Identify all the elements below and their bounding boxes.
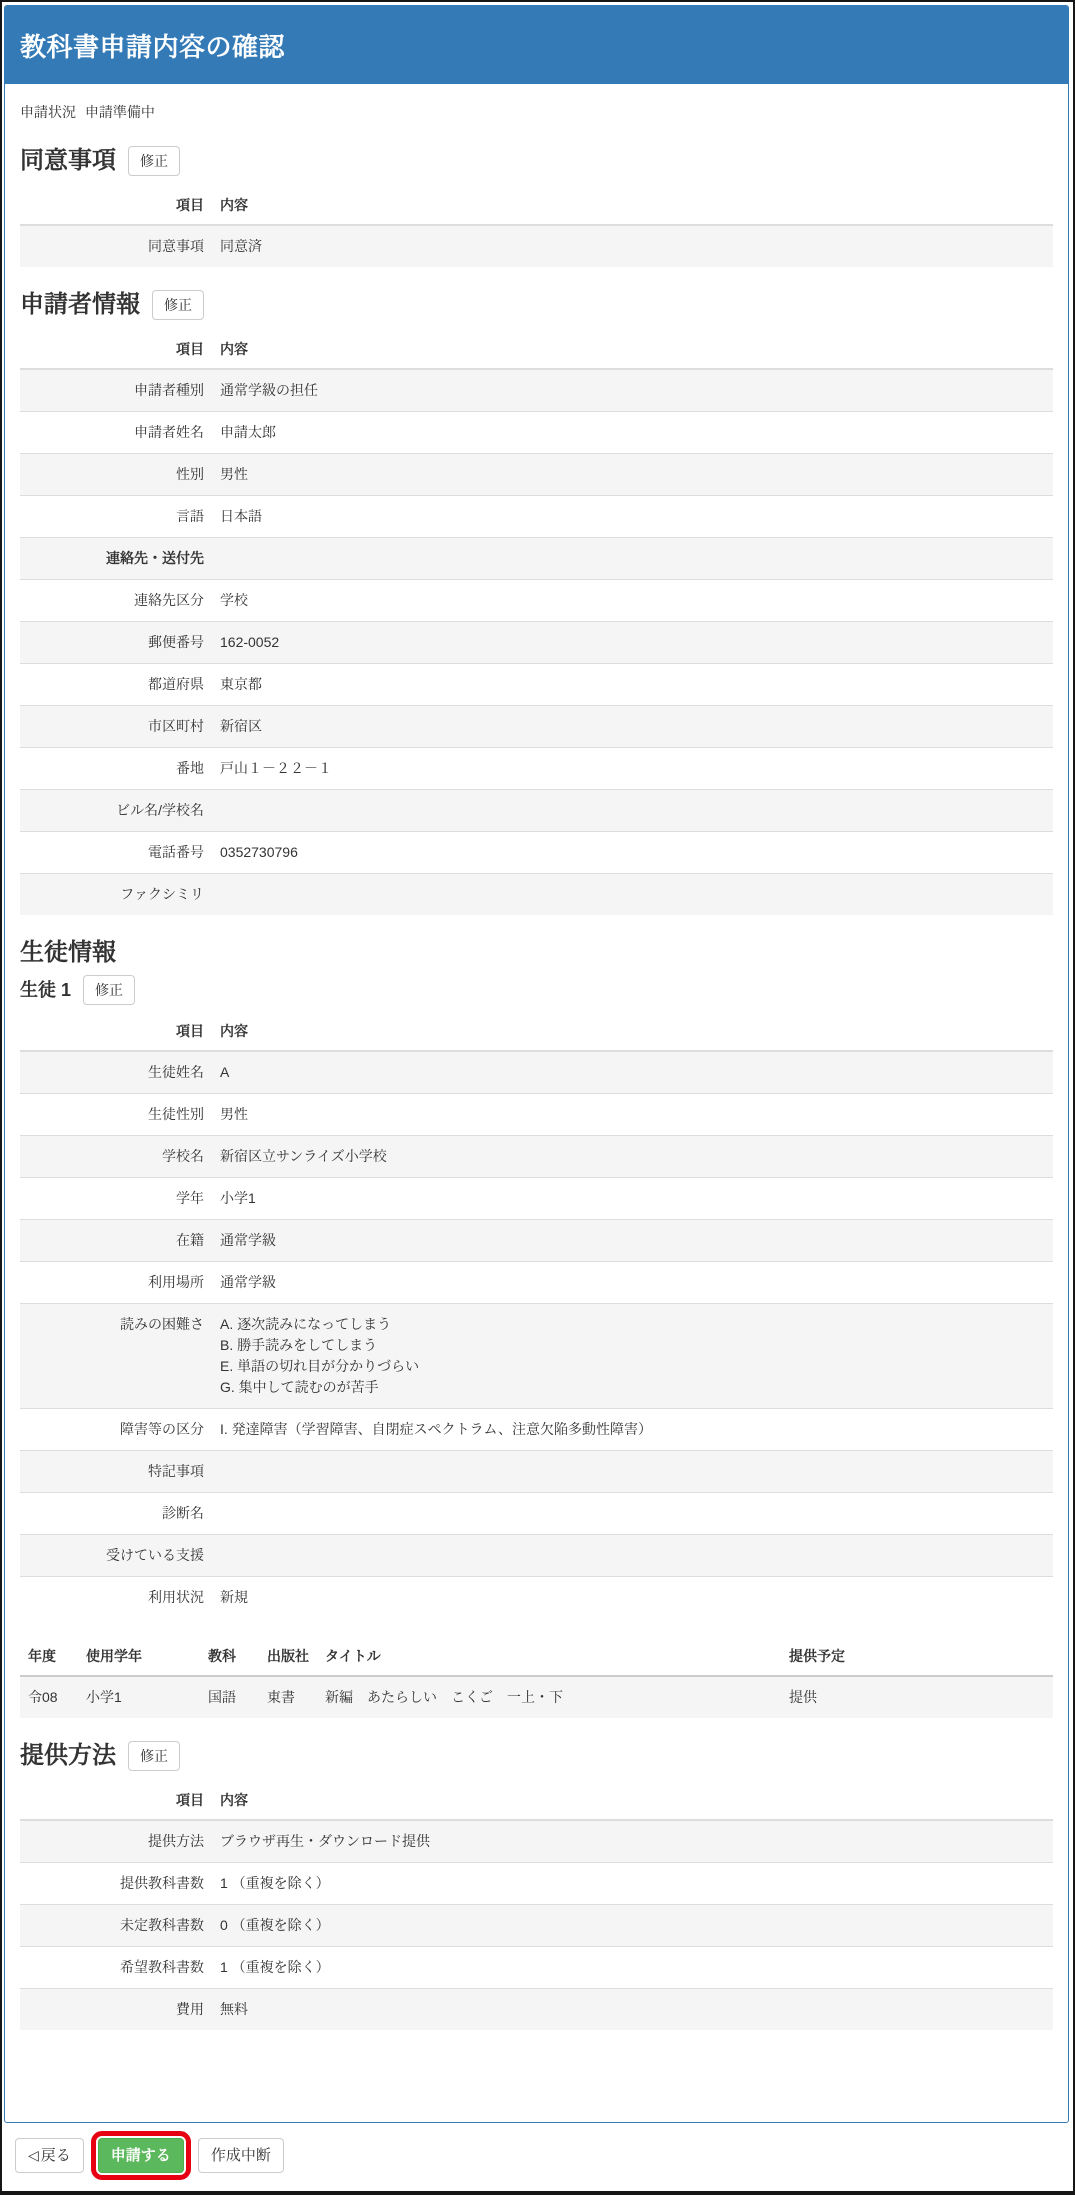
row-label: 生徒性別: [148, 1106, 204, 1122]
difficulty-line: A. 逐次読みになってしまう: [220, 1316, 392, 1332]
table-row: [20, 1863, 1053, 1905]
row-value: 通常学級: [220, 1274, 276, 1290]
row-label: 提供教科書数: [120, 1875, 204, 1891]
row-value: 戸山１－２２－１: [220, 760, 332, 776]
row-value: I. 発達障害（学習障害、自閉症スペクトラム、注意欠陥多動性障害）: [220, 1421, 652, 1437]
edit-delivery-button[interactable]: 修正: [128, 1741, 180, 1771]
row-value: 小学1: [220, 1190, 256, 1206]
row-label: 未定教科書数: [120, 1917, 204, 1933]
section-title-agreement: [20, 145, 1053, 177]
applicant-table: [20, 331, 1053, 915]
section-title-delivery: [20, 1740, 1053, 1772]
table-row: [20, 706, 1053, 748]
edit-applicant-button[interactable]: 修正: [152, 290, 204, 320]
row-label: 学年: [176, 1190, 204, 1206]
back-button[interactable]: [15, 2138, 84, 2173]
suspend-button[interactable]: 作成中断: [198, 2138, 284, 2173]
column-header-item: 項目: [20, 331, 212, 369]
table-row: [20, 1094, 1053, 1136]
row-value: 0 （重複を除く）: [220, 1917, 330, 1933]
column-header-publisher: 出版社: [259, 1638, 317, 1676]
row-label: 提供方法: [148, 1833, 204, 1849]
row-value: [212, 1304, 1053, 1409]
footer-actions: [15, 2138, 284, 2173]
table-row: [20, 790, 1053, 832]
section-title-delivery-label: 提供方法: [20, 1742, 116, 1769]
row-label: 特記事項: [148, 1463, 204, 1479]
section-title-applicant-label: 申請者情報: [20, 291, 140, 318]
column-header-item: 項目: [20, 1782, 212, 1820]
row-label: ファクシミリ: [120, 886, 204, 902]
table-row: [20, 1989, 1053, 2031]
table-row: [20, 1051, 1053, 1094]
row-value: 東京都: [220, 676, 262, 692]
panel-body: [5, 102, 1068, 2030]
table-row: [20, 832, 1053, 874]
column-header-content: 内容: [212, 1013, 1053, 1051]
difficulty-line: B. 勝手読みをしてしまう: [220, 1337, 378, 1353]
row-value: [212, 874, 1053, 916]
row-label: 連絡先・送付先: [106, 550, 204, 566]
row-value: 1 （重複を除く）: [220, 1959, 330, 1975]
row-label: 連絡先区分: [134, 592, 204, 608]
row-label: 学校名: [162, 1148, 204, 1164]
column-header-content: 内容: [212, 1782, 1053, 1820]
book-title: 新編 あたらしい こくご 一上・下: [325, 1689, 563, 1705]
row-label: 市区町村: [148, 718, 204, 734]
row-label: 在籍: [176, 1232, 204, 1248]
textbook-table: [20, 1638, 1053, 1718]
section-title-agreement-label: 同意事項: [20, 147, 116, 174]
table-row: [20, 622, 1053, 664]
table-row: [20, 1577, 1053, 1619]
row-value: 0352730796: [220, 844, 298, 860]
row-label: ビル名/学校名: [116, 802, 204, 818]
row-label: 利用場所: [148, 1274, 204, 1290]
column-header-item: 項目: [20, 1013, 212, 1051]
book-grade: 小学1: [86, 1689, 122, 1705]
column-header-subject: 教科: [200, 1638, 259, 1676]
column-header-year: 年度: [20, 1638, 78, 1676]
row-value: 1 （重複を除く）: [220, 1875, 330, 1891]
row-label: 診断名: [162, 1505, 204, 1521]
difficulty-line: E. 単語の切れ目が分かりづらい: [220, 1358, 420, 1374]
column-header-item: 項目: [20, 187, 212, 225]
row-value: 162-0052: [220, 634, 280, 650]
table-row: [20, 412, 1053, 454]
row-value: 通常学級の担任: [220, 382, 318, 398]
row-label: 申請者姓名: [134, 424, 204, 440]
table-row: [20, 454, 1053, 496]
delivery-table: [20, 1782, 1053, 2030]
table-row: [20, 1304, 1053, 1409]
back-button-label: 戻る: [40, 2147, 71, 2164]
table-row: [20, 664, 1053, 706]
confirmation-panel: [4, 5, 1069, 2123]
row-value: 同意済: [220, 238, 262, 254]
row-value: 新宿区立サンライズ小学校: [220, 1148, 387, 1164]
row-label: 言語: [176, 508, 204, 524]
row-value: 男性: [220, 466, 248, 482]
column-header-grade: 使用学年: [78, 1638, 200, 1676]
table-subheader-row: [20, 538, 1053, 580]
table-row: [20, 1136, 1053, 1178]
row-value: [212, 790, 1053, 832]
section-title-students: [20, 937, 1053, 969]
book-year: 令08: [28, 1689, 58, 1705]
row-value: 学校: [220, 592, 248, 608]
row-label: 都道府県: [148, 676, 204, 692]
student-1-subtitle: [20, 975, 1053, 1005]
row-value: [212, 538, 1053, 580]
row-label: 同意事項: [148, 238, 204, 254]
status-value: 申請準備中: [84, 104, 155, 120]
table-row: [20, 369, 1053, 412]
column-header-content: 内容: [212, 331, 1053, 369]
book-provision: 提供: [789, 1689, 817, 1705]
status-label: 申請状況: [20, 104, 76, 120]
row-value: 申請太郎: [220, 424, 276, 440]
table-row: [20, 1220, 1053, 1262]
column-header-provision: 提供予定: [781, 1638, 1053, 1676]
row-label: 性別: [176, 466, 204, 482]
row-value: 男性: [220, 1106, 248, 1122]
row-value: A: [220, 1064, 230, 1080]
row-label: 障害等の区分: [120, 1421, 204, 1437]
row-value: 日本語: [220, 508, 262, 524]
row-value: 新規: [220, 1589, 248, 1605]
row-value: 新宿区: [220, 718, 262, 734]
triangle-left-icon: ◁: [28, 2147, 39, 2163]
table-row: [20, 1493, 1053, 1535]
table-row: [20, 874, 1053, 916]
row-value: [212, 1535, 1053, 1577]
row-label: 電話番号: [148, 844, 204, 860]
table-row: [20, 1535, 1053, 1577]
table-row: [20, 1451, 1053, 1493]
difficulty-line: G. 集中して読むのが苦手: [220, 1379, 379, 1395]
row-label: 読みの困難さ: [120, 1316, 204, 1332]
row-label: 番地: [176, 760, 204, 776]
section-title-applicant: [20, 289, 1053, 321]
table-row: [20, 496, 1053, 538]
table-row: [20, 1820, 1053, 1863]
table-row: [20, 225, 1053, 267]
row-label: 希望教科書数: [120, 1959, 204, 1975]
table-row: [20, 1178, 1053, 1220]
agreement-table: [20, 187, 1053, 267]
row-value: [212, 1493, 1053, 1535]
table-header-row: [20, 1638, 1053, 1676]
row-label: 受けている支援: [106, 1547, 204, 1563]
submit-button[interactable]: 申請する: [98, 2138, 184, 2173]
student-1-label: 生徒 1: [20, 980, 72, 1000]
row-label: 利用状況: [148, 1589, 204, 1605]
row-label: 郵便番号: [148, 634, 204, 650]
row-label: 申請者種別: [134, 382, 204, 398]
page-title: 教科書申請内容の確認: [5, 6, 1068, 84]
edit-agreement-button[interactable]: 修正: [128, 146, 180, 176]
table-header-row: [20, 1013, 1053, 1051]
column-header-content: 内容: [212, 187, 1053, 225]
application-status: [20, 102, 1053, 123]
row-value: ブラウザ再生・ダウンロード提供: [220, 1833, 430, 1849]
column-header-title: タイトル: [317, 1638, 781, 1676]
table-header-row: [20, 331, 1053, 369]
table-row: [20, 580, 1053, 622]
book-subject: 国語: [208, 1689, 236, 1705]
table-row: [20, 1262, 1053, 1304]
table-header-row: [20, 187, 1053, 225]
student-1-table: [20, 1013, 1053, 1618]
table-row: [20, 1905, 1053, 1947]
table-row: [20, 1947, 1053, 1989]
table-row: [20, 748, 1053, 790]
book-publisher: 東書: [267, 1689, 295, 1705]
section-title-students-label: 生徒情報: [20, 939, 116, 966]
row-value: 通常学級: [220, 1232, 276, 1248]
table-row: [20, 1409, 1053, 1451]
edit-student-1-button[interactable]: 修正: [83, 975, 135, 1005]
row-label: 生徒姓名: [148, 1064, 204, 1080]
table-header-row: [20, 1782, 1053, 1820]
row-value: [212, 1451, 1053, 1493]
row-label: 費用: [176, 2001, 204, 2017]
row-value: 無料: [220, 2001, 248, 2017]
textbook-row: [20, 1676, 1053, 1718]
